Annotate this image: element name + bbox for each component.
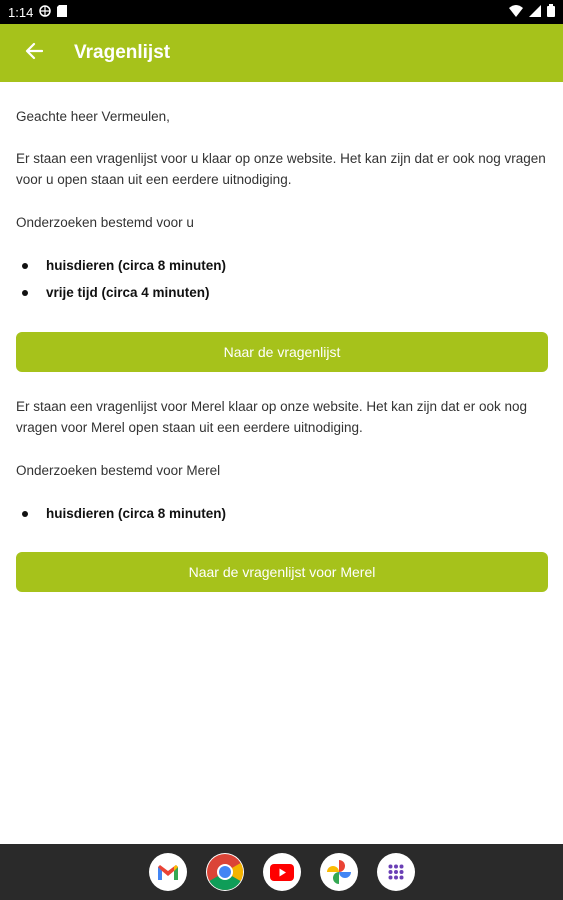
youtube-icon[interactable]: [263, 853, 301, 891]
studies-label-user: Onderzoeken bestemd voor u: [16, 215, 194, 230]
list-item: huisdieren (circa 8 minuten): [16, 255, 226, 282]
intro-paragraph-merel: Er staan een vragenlijst voor Merel klaar op onze website. Het kan zijn dat er ook nog vragen voor Merel open staan uit een eerdere uitnodiging.: [16, 399, 528, 435]
sd-card-icon: [57, 5, 67, 20]
studies-label-merel: Onderzoeken bestemd voor Merel: [16, 463, 221, 478]
list-item: huisdieren (circa 8 minuten): [16, 503, 226, 530]
to-questionnaire-button[interactable]: Naar de vragenlijst: [16, 332, 548, 372]
status-bar: [0, 0, 563, 24]
back-button[interactable]: [6, 24, 62, 82]
intro-paragraph-user: Er staan een vragenlijst voor u klaar op onze website. Het kan zijn dat er ook nog vragen voor u open staan uit een eerdere uitnodiging.: [16, 151, 546, 187]
taskbar-dock: [0, 844, 563, 900]
studies-list-merel: [16, 503, 226, 530]
signal-icon: [529, 5, 541, 20]
status-time: 1:14: [8, 4, 34, 20]
app-bar: [0, 24, 563, 82]
studies-list-user: [16, 255, 226, 309]
gmail-icon[interactable]: [149, 853, 187, 891]
vpn-icon: [39, 5, 51, 20]
list-item: vrije tijd (circa 4 minuten): [16, 282, 226, 309]
wifi-icon: [509, 5, 523, 20]
app-drawer-icon[interactable]: [377, 853, 415, 891]
chrome-icon[interactable]: [206, 853, 244, 891]
to-questionnaire-merel-button[interactable]: Naar de vragenlijst voor Merel: [16, 552, 548, 592]
battery-icon: [547, 4, 555, 20]
photos-icon[interactable]: [320, 853, 358, 891]
arrow-back-icon: [25, 42, 43, 65]
page-title: Vragenlijst: [74, 42, 171, 63]
greeting-text: Geachte heer Vermeulen,: [16, 109, 170, 124]
